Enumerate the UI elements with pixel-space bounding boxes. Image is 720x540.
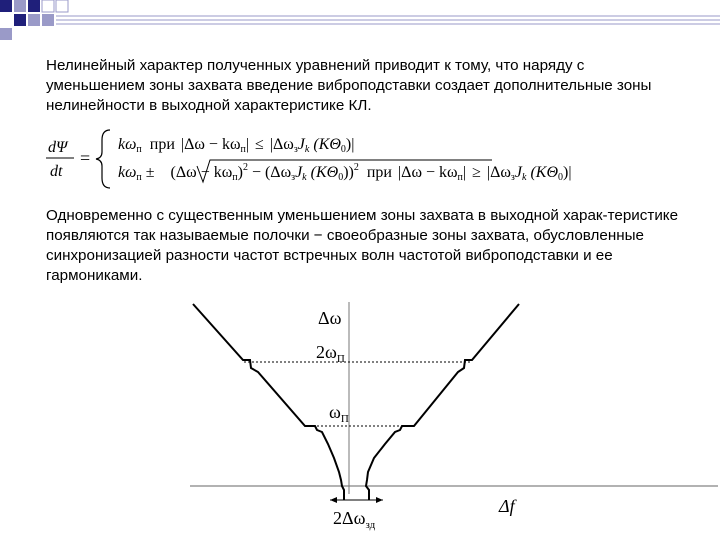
paragraph-nonlinearity: Нелинейный характер полученных уравнений приводит к тому, что наряду с уменьшением зоны захвата введение виброподставки создает дополнительные зоны нелинейности в выходной характеристике КЛ. (46, 57, 652, 114)
decorative-squares-bar (0, 0, 720, 45)
equation-phase-rate (44, 124, 694, 194)
left-brace (96, 130, 110, 188)
arrow-left (330, 497, 337, 503)
case-1: kωп при |Δω − kωп| ≤ |ΔωзJk (KΘ0)| (118, 136, 355, 155)
arrow-right (376, 497, 383, 503)
output-characteristic-graph (186, 300, 720, 540)
characteristic-left-branch (193, 304, 344, 500)
x-axis-label: Δf (499, 496, 515, 516)
fraction-denominator: dt (50, 163, 63, 180)
characteristic-right-branch (366, 304, 519, 500)
paragraph-lock-in-plateaus: Одновременно с существенным уменьшением зоны захвата в выходной харак-теристике появляются так называемые полочки − своеобразные зоны захвата, обусловленные синхронизацией разности частот встречных волн частотой виброподставки и ее гармониками. (46, 207, 679, 284)
plateau-label-2w: $2\omega_П$ (316, 342, 345, 365)
plateau-label-w: $\omega_П$ (329, 402, 349, 425)
y-axis-label: Δω (318, 308, 342, 328)
lock-zone-label: $2\Delta\omega_{зд}$ (333, 508, 376, 531)
fraction-numerator: dΨ (48, 139, 68, 156)
case-2: $k\omega п \pm (\Delta\omega - k\omega п)^2 - (\Delta\omega зJk$ (KΘ0))$^2$ при |Δω − kωп| ≥ |ΔωзJk (KΘ0)| (118, 162, 572, 183)
equals-sign: = (80, 148, 91, 168)
